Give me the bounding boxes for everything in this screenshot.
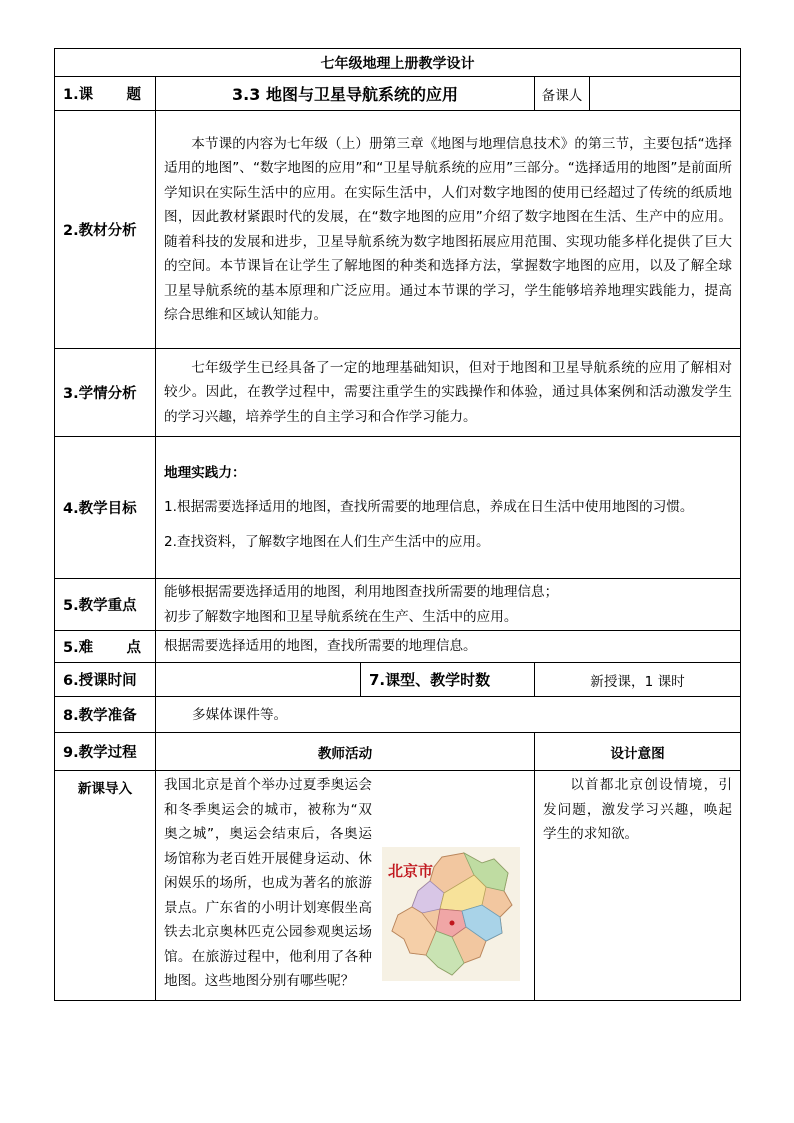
- students-text: 七年级学生已经具备了一定的地理基础知识，但对于地图和卫星导航系统的应用了解相对较少。因此，在教学过程中，需要注重学生的实践操作和体验，通过具体案例和活动激发学生的学习兴趣，培养学生的自主学习和合作学习能力。: [156, 349, 741, 437]
- difficulty-text: 根据需要选择适用的地图，查找所需要的地理信息。: [156, 631, 741, 663]
- page-title: 七年级地理上册教学设计: [55, 49, 741, 77]
- beijing-map-image: [382, 847, 520, 981]
- key-line-1: 能够根据需要选择适用的地图，利用地图查找所需要的地理信息；: [164, 584, 559, 600]
- design-intent-header: 设计意图: [535, 733, 741, 771]
- lesson-plan-table: [54, 48, 741, 1001]
- goals-item-2: 2.查找资料，了解数字地图在人们生产生活中的应用。: [164, 533, 490, 550]
- preparer-label: 备课人: [535, 77, 590, 111]
- prep-text: 多媒体课件等。: [156, 697, 741, 733]
- key-text: [156, 579, 741, 631]
- process-label: 9.教学过程: [55, 733, 156, 771]
- teacher-activity-paragraph: 我国北京是首个举办过夏季奥运会和冬季奥运会的城市，被称为“双奥之城”，奥运会结束后，各奥运场馆称为老百姓开展健身运动、休闲娱乐的场所，也成为著名的旅游景点。广东省的小明计划寒假坐高铁去北京奥林匹克公园参观奥运场馆。在旅游过程中，他利用了各种地图。这些地图分别有哪些呢？: [164, 777, 372, 989]
- topic-label: 1.课 题: [55, 77, 156, 111]
- lesson-type-label: 7.课型、教学时数: [361, 663, 535, 697]
- goals-item-1: 1.根据需要选择适用的地图，查找所需要的地理信息，养成在日生活中使用地图的习惯。: [164, 499, 694, 516]
- time-value: [156, 663, 361, 697]
- material-text: 本节课的内容为七年级（上）册第三章《地图与地理信息技术》的第三节，主要包括“选择适用的地图”、“数字地图的应用”和“卫星导航系统的应用”三部分。“选择适用的地图”是前面所学知识在实际生活中的应用。在实际生活中，人们对数字地图的使用已经超过了传统的纸质地图，因此教材紧跟时代的发展，在“数字地图的应用”介绍了数字地图在生活、生产中的应用。随着科技的发展和进步，卫星导航系统为数字地图拓展应用范围、实现功能多样化提供了巨大的空间。本节课旨在让学生了解地图的种类和选择方法，掌握数字地图的应用，以及了解全球卫星导航系统的基本原理和广泛应用。通过本节课的学习，学生能够培养地理实践能力，提高综合思维和区域认知能力。: [156, 111, 741, 349]
- lesson-plan-sheet: [54, 48, 740, 1001]
- difficulty-label: 5.难 点: [55, 631, 156, 663]
- key-label: 5.教学重点: [55, 579, 156, 631]
- key-line-2: 初步了解数字地图和卫星导航系统在生产、生活中的应用。: [164, 608, 518, 625]
- students-label: 3.学情分析: [55, 349, 156, 437]
- teacher-activity-text: [156, 771, 535, 1001]
- goals-text: [156, 437, 741, 579]
- prep-label: 8.教学准备: [55, 697, 156, 733]
- map-title: 北京市: [388, 862, 434, 880]
- lesson-type-value: 新授课，1 课时: [535, 663, 741, 697]
- step-label: 新课导入: [55, 771, 156, 1001]
- teacher-activity-header: 教师活动: [156, 733, 535, 771]
- goals-label: 4.教学目标: [55, 437, 156, 579]
- topic-value: 3.3 地图与卫星导航系统的应用: [156, 77, 535, 111]
- goals-heading: 地理实践力：: [164, 464, 246, 481]
- time-label: 6.授课时间: [55, 663, 156, 697]
- design-intent-text: 以首都北京创设情境，引发问题，激发学习兴趣，唤起学生的求知欲。: [535, 771, 741, 1001]
- preparer-value: [590, 77, 741, 111]
- material-label: 2.教材分析: [55, 111, 156, 349]
